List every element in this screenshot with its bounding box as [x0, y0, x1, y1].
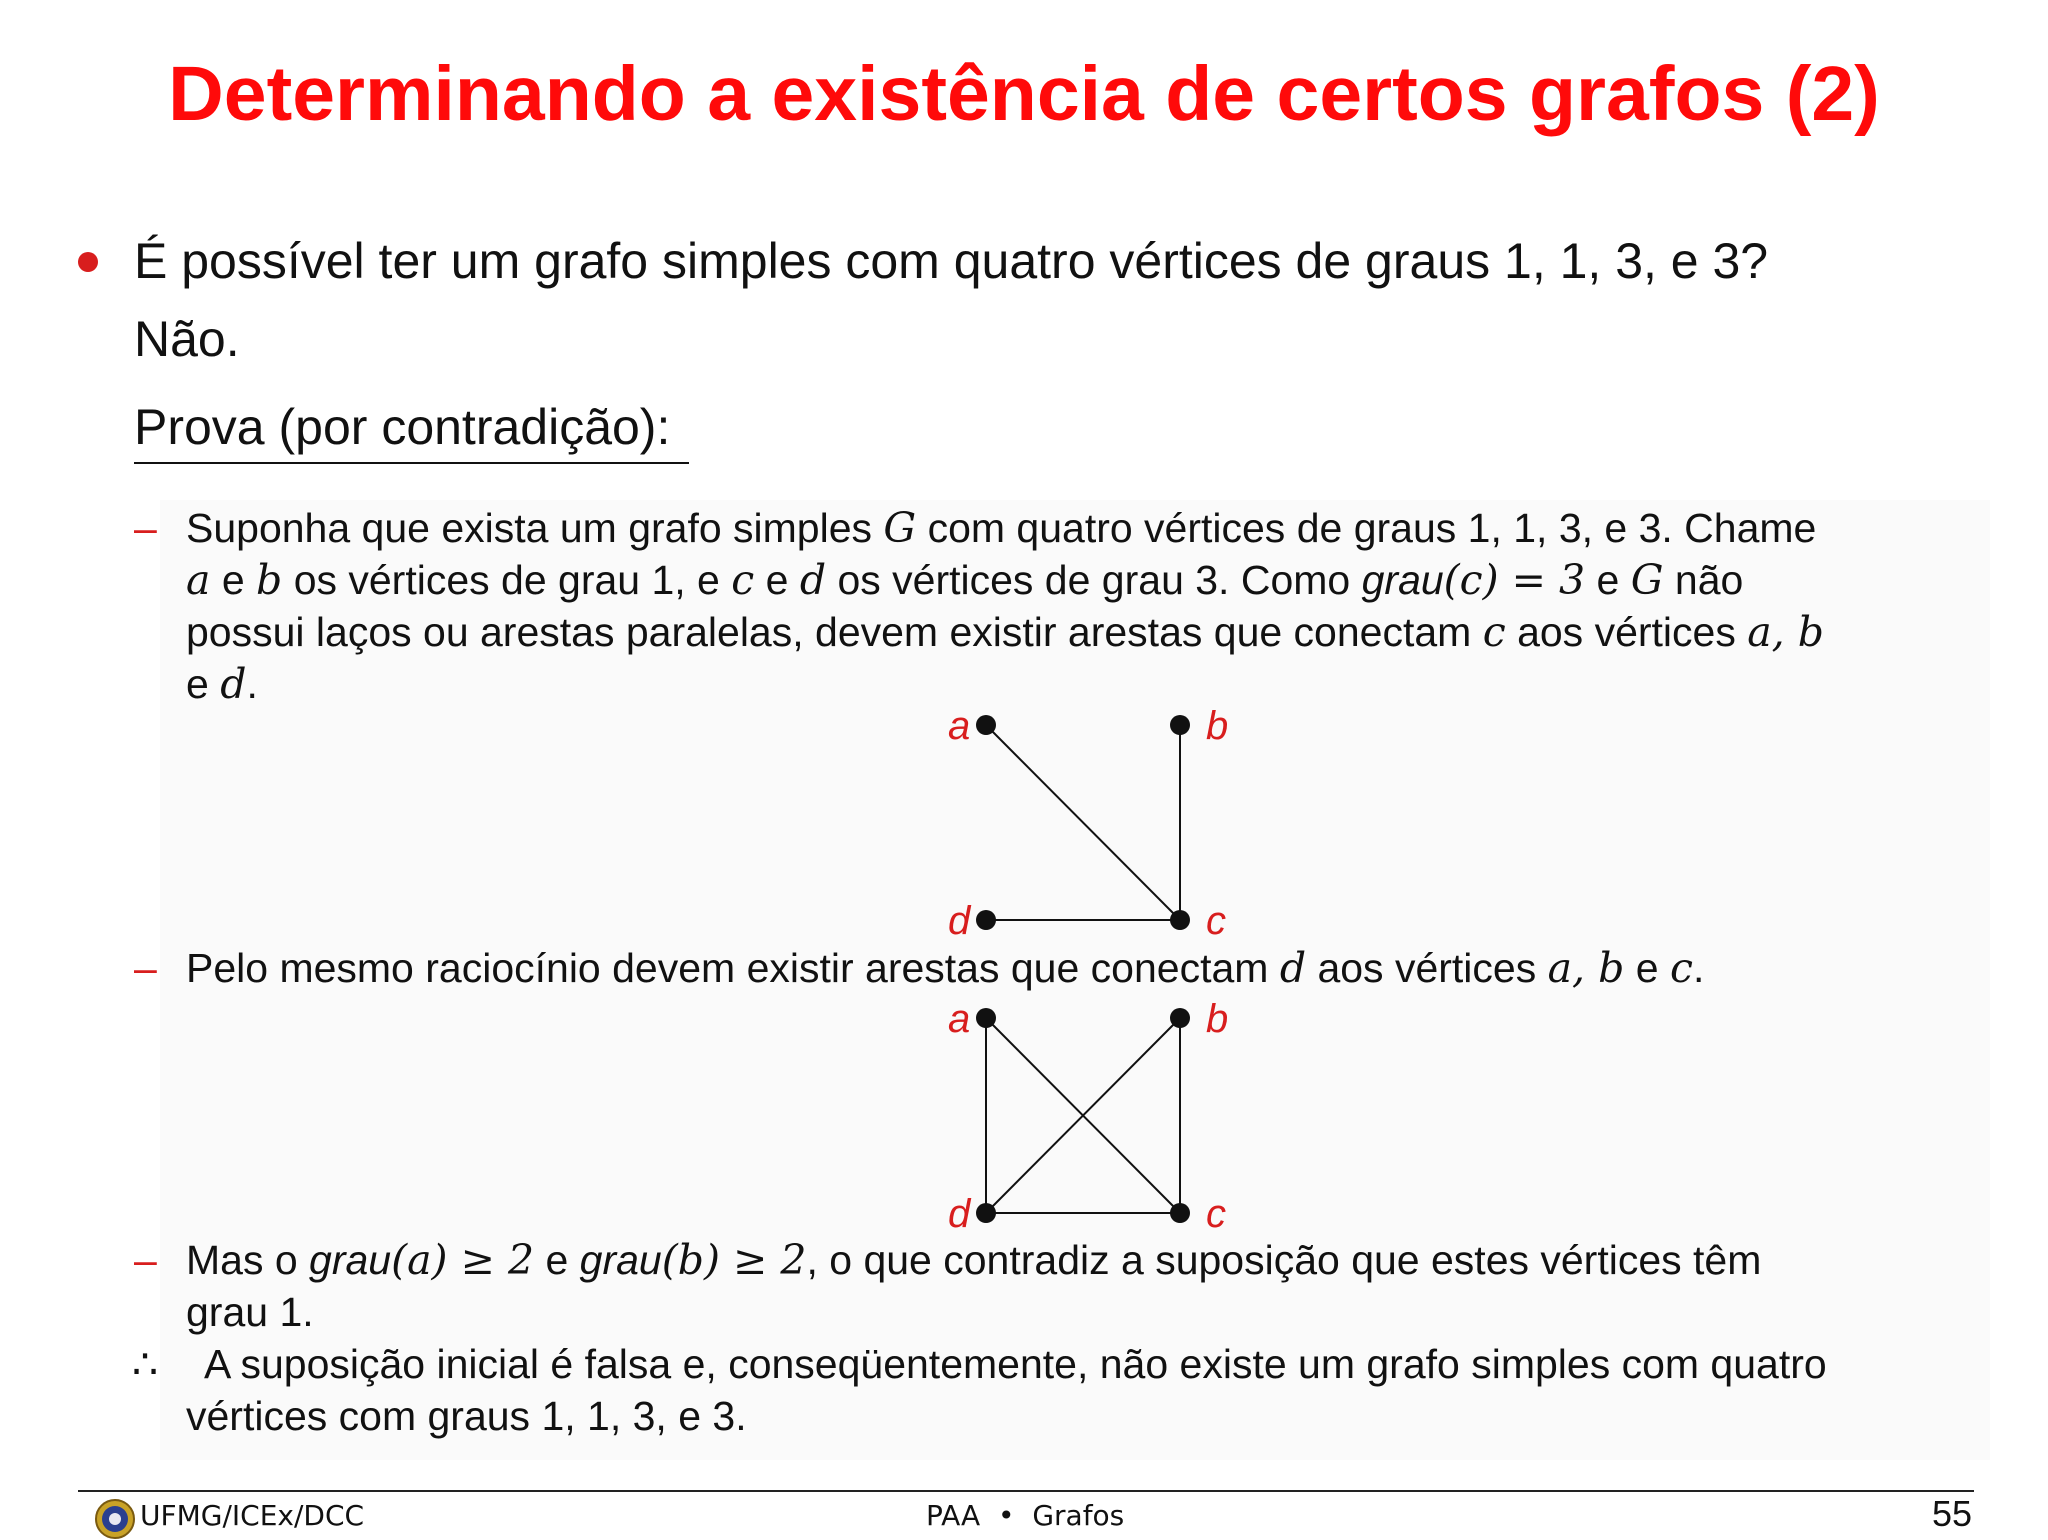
edge-a-c [986, 725, 1180, 920]
step1-line4: e d. [186, 660, 258, 708]
vertex-d [976, 910, 996, 930]
vertex-b [1170, 715, 1190, 735]
step3-line2: grau 1. [186, 1289, 314, 1335]
step1-line2: a e b os vértices de grau 1, e c e d os vértices de grau 3. Como grau(c) = 3 e G não [186, 556, 1744, 604]
therefore-symbol: ∴ [132, 1341, 159, 1387]
vertex-label-d: d [948, 899, 971, 943]
vertex-label-b: b [1206, 704, 1229, 748]
step1-line1: Suponha que exista um grafo simples G com quatro vértices de graus 1, 1, 3, e 3. Chame [186, 504, 1817, 552]
ufmg-seal-icon [94, 1498, 136, 1540]
question-text: É possível ter um grafo simples com quatro vértices de graus 1, 1, 3, e 3? [134, 233, 1769, 289]
dash-bullet-icon: – [134, 1237, 157, 1283]
vertex-label-d: d [948, 1192, 971, 1236]
vertex-label-c: c [1206, 899, 1226, 943]
vertex-label-c: c [1206, 1192, 1226, 1236]
proof-heading: Prova (por contradição): [134, 402, 689, 464]
answer-text: Não. [134, 311, 240, 367]
vertex-label-a: a [948, 704, 971, 748]
vertex-label-a: a [948, 997, 971, 1041]
page-number: 55 [1932, 1493, 1973, 1534]
bullet-dot-icon [78, 252, 98, 272]
vertex-b [1170, 1008, 1190, 1028]
dash-bullet-icon: – [134, 505, 157, 551]
step1-line3: possui laços ou arestas paralelas, devem existir arestas que conectam c aos vértices a, b [186, 608, 1824, 656]
dash-bullet-icon: – [134, 945, 157, 991]
vertex-a [976, 1008, 996, 1028]
slide-title: Determinando a existência de certos grafos (2) [168, 51, 1880, 137]
vertex-c [1170, 910, 1190, 930]
footer-course: PAA • Grafos [926, 1499, 1125, 1532]
conclusion-line2: vértices com graus 1, 1, 3, e 3. [186, 1393, 747, 1439]
vertex-c [1170, 1203, 1190, 1223]
footer-rule [78, 1490, 1974, 1492]
footer-institution: UFMG/ICEx/DCC [140, 1499, 365, 1532]
vertex-a [976, 715, 996, 735]
graph-1 [920, 690, 1240, 950]
step2-line: Pelo mesmo raciocínio devem existir arestas que conectam d aos vértices a, b e c. [186, 944, 1705, 992]
vertex-d [976, 1203, 996, 1223]
step3-line1: Mas o grau(a) ≥ 2 e grau(b) ≥ 2, o que contradiz a suposição que estes vértices têm [186, 1236, 1762, 1284]
graph-2 [920, 983, 1240, 1243]
vertex-label-b: b [1206, 997, 1229, 1041]
conclusion-line1: A suposição inicial é falsa e, conseqüentemente, não existe um grafo simples com quatro [204, 1341, 1827, 1387]
